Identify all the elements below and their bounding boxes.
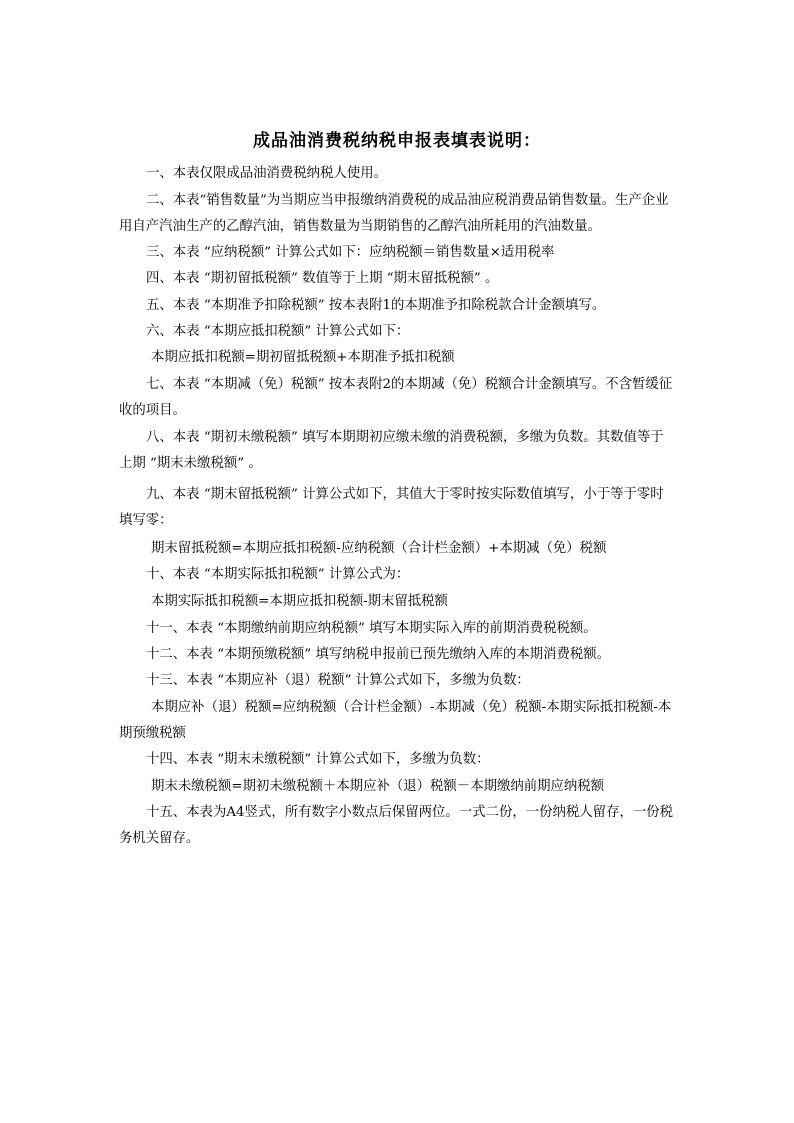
paragraph-5: 五、本表 “本期准予扣除税额” 按本表附1的本期准予扣除税款合计金额填写。	[146, 298, 606, 313]
paragraph-7: 七、本表 “本期减（免）税额” 按本表附2的本期减（免）税额合计金额填写。不含暂缓征收的项目。	[119, 377, 673, 419]
paragraph-4: 四、本表 “期初留抵税额” 数值等于上期 “期末留抵税额” 。	[146, 271, 499, 286]
paragraph-9: 九、本表 “期末留抵税额” 计算公式如下，其值大于零时按实际数值填写，小于等于零时填写零：	[119, 487, 664, 529]
paragraph-2: 二、本表“销售数量”为当期应当申报缴纳消费税的成品油应税消费品销售数量。生产企业用自产汽油生产的乙醇汽油，销售数量为当期销售的乙醇汽油所耗用的汽油数量。	[119, 193, 669, 235]
paragraph-8: 八、本表 “期初未缴税额” 填写本期期初应缴未缴的消费税额，多缴为负数。其数值等于上期 “期末未缴税额” 。	[119, 430, 664, 472]
paragraph-15: 十五、本表为A4竖式，所有数字小数点后保留两位。一式二份，一份纳税人留存，一份税务机关留存。	[119, 805, 674, 847]
paragraph-6: 六、本表 “本期应抵扣税额” 计算公式如下：	[146, 324, 410, 339]
formula-payable-refund: 本期应补（退）税额=应纳税额（合计栏金额）-本期减（免）税额-本期实际抵扣税额-本期预缴税额	[119, 700, 672, 742]
paragraph-13: 十三、本表 “本期应补（退）税额” 计算公式如下，多缴为负数：	[146, 673, 530, 688]
formula-ending-unpaid: 期末未缴税额=期初未缴税额＋本期应补（退）税额－本期缴纳前期应纳税额	[151, 779, 605, 794]
document-title: 成品油消费税纳税申报表填表说明：	[253, 131, 541, 151]
paragraph-1: 一、本表仅限成品油消费税纳税人使用。	[146, 166, 388, 181]
formula-deductible-tax: 本期应抵扣税额=期初留抵税额+本期准予抵扣税额	[151, 350, 455, 365]
paragraph-12: 十二、本表 “本期预缴税额” 填写纳税申报前已预先缴纳入库的本期消费税额。	[146, 647, 611, 662]
formula-actual-deduction: 本期实际抵扣税额=本期应抵扣税额-期末留抵税额	[151, 594, 448, 609]
paragraph-10: 十、本表 “本期实际抵扣税额” 计算公式为：	[146, 567, 410, 582]
formula-ending-credit: 期末留抵税额=本期应抵扣税额-应纳税额（合计栏金额）+本期减（免）税额	[151, 541, 607, 556]
paragraph-3: 三、本表 “应纳税额” 计算公式如下：应纳税额＝销售数量×适用税率	[146, 245, 555, 260]
paragraph-11: 十一、本表 “本期缴纳前期应纳税额” 填写本期实际入库的前期消费税税额。	[146, 621, 597, 636]
paragraph-14: 十四、本表 “期末未缴税额” 计算公式如下，多缴为负数：	[146, 752, 490, 767]
